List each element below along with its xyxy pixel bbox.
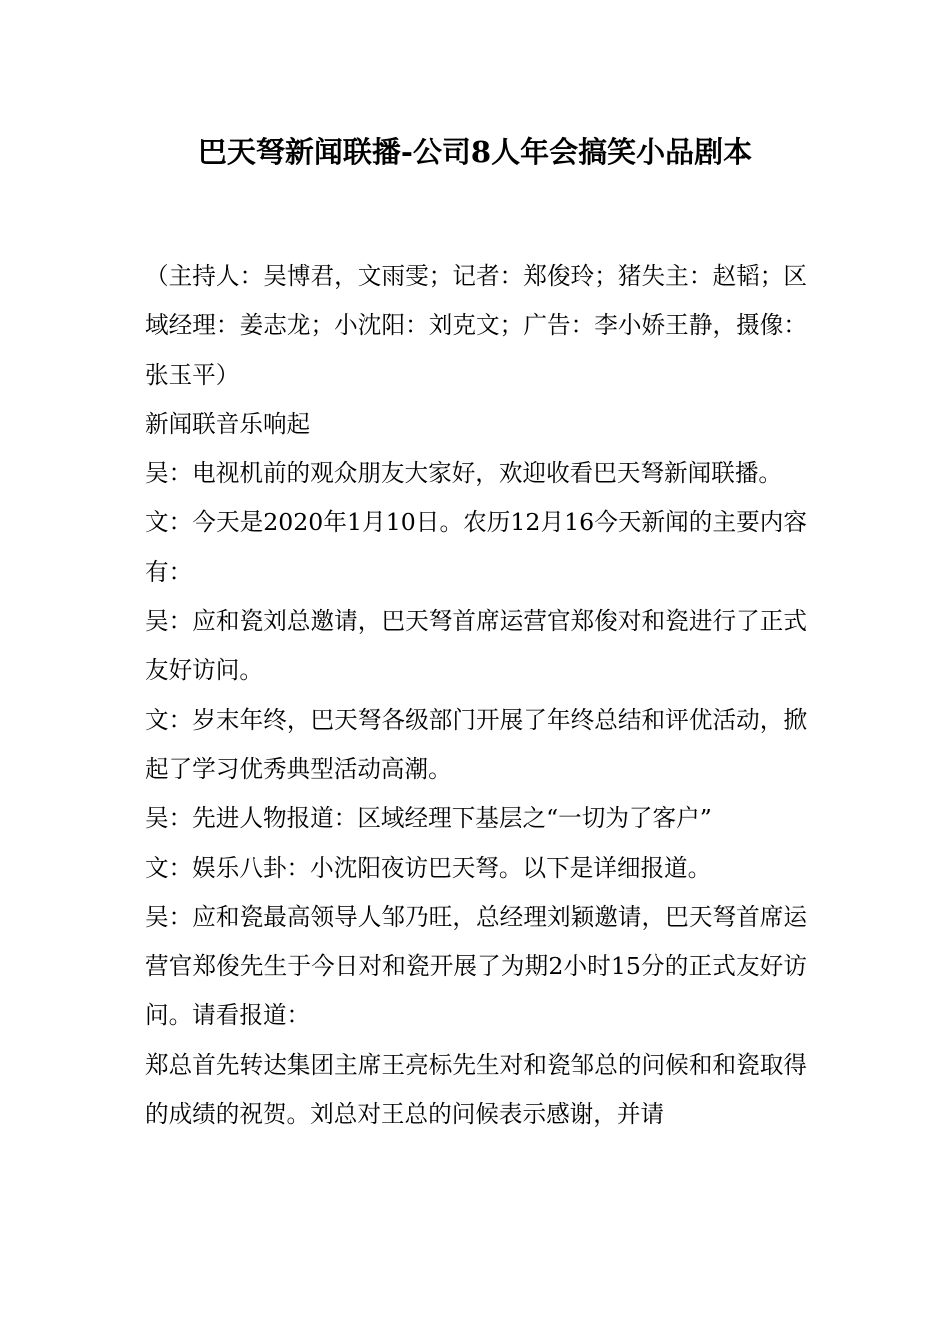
narration-paragraph: 郑总首先转达集团主席王亮标先生对和瓷邹总的问候和和瓷取得的成绩的祝贺。刘总对王总的问候表示感谢，并请 [145, 1050, 807, 1129]
dialogue-paragraph: 吴：应和瓷最高领导人邹乃旺，总经理刘颖邀请，巴天弩首席运营官郑俊先生于今日对和瓷开展了为期2小时15分的正式友好访问。请看报道： [145, 902, 807, 1030]
document-body [145, 252, 807, 1139]
dialogue-paragraph: 文：岁末年终，巴天弩各级部门开展了年终总结和评优活动，掀起了学习优秀典型活动高潮。 [145, 705, 807, 783]
dialogue-paragraph: 文：今天是2020年1月10日。农历12月16今天新闻的主要内容有： [145, 508, 807, 586]
stage-direction-paragraph: 新闻联音乐响起 [145, 409, 311, 438]
dialogue-paragraph: 吴：应和瓷刘总邀请，巴天弩首席运营官郑俊对和瓷进行了正式友好访问。 [145, 607, 807, 685]
dialogue-paragraph: 吴：先进人物报道：区域经理下基层之“一切为了客户” [145, 804, 712, 833]
document-title: 巴天弩新闻联播-公司8人年会搞笑小品剧本 [197, 135, 753, 169]
dialogue-paragraph: 吴：电视机前的观众朋友大家好，欢迎收看巴天弩新闻联播。 [145, 459, 783, 488]
cast-list-paragraph: （主持人：吴博君，文雨雯；记者：郑俊玲；猪失主：赵韬；区域经理：姜志龙；小沈阳：刘克文；广告：李小娇王静，摄像：张玉平） [145, 262, 807, 389]
dialogue-paragraph: 文：娱乐八卦：小沈阳夜访巴天弩。以下是详细报道。 [145, 853, 712, 882]
